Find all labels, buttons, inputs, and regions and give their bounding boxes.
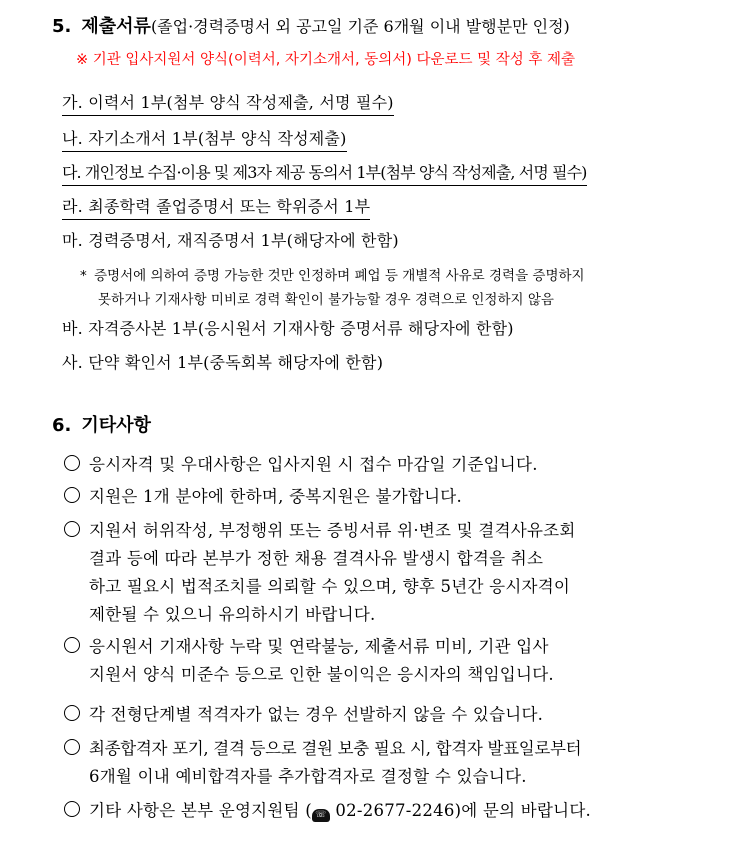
section6-heading [52,411,151,437]
telephone-icon: ☏ [312,809,330,822]
bullet-line: 6개월 이내 예비합격자를 추가합격자로 결정할 수 있습니다. [89,767,527,786]
bullet-line: 각 전형단계별 적격자가 없는 경우 선발하지 않을 수 있습니다. [89,705,544,724]
document-item [62,194,370,220]
career-footnote [80,264,585,284]
bullet-circle-icon [64,521,80,537]
footnote-mark: * [80,268,87,284]
contact-line [89,797,591,822]
bullet-circle-icon [64,801,80,817]
download-notice: ※ 기관 입사지원서 양식(이력서, 자기소개서, 동의서) 다운로드 및 작성 후 제출 [76,52,575,68]
contact-text: 기타 사항은 본부 운영지원팀 ( [89,801,312,820]
bullet-line: 결과 등에 따라 본부가 정한 채용 결격사유 발생시 합격을 취소 [89,549,544,568]
document-item [62,126,347,152]
bullet-circle-icon [64,705,80,721]
section5-note: (졸업·경력증명서 외 공고일 기준 6개월 이내 발행분만 인정) [150,17,570,36]
item-abstinence-confirmation: 사. 단약 확인서 1부(중독회복 해당자에 한함) [62,353,384,372]
document-item [62,90,394,116]
contact-phone-number: 02-2677-2246 [329,801,455,820]
section5-number: 5. [52,16,72,37]
bullet-line: 제한될 수 있으니 유의하시기 바랍니다. [89,605,376,624]
footnote-line: 못하거나 기재사항 미비로 경력 확인이 불가능할 경우 경력으로 인정하지 않음 [98,292,554,308]
bullet-circle-icon [64,637,80,653]
bullet-line: 지원은 1개 분야에 한하며, 중복지원은 불가합니다. [89,487,462,506]
contact-text: )에 문의 바랍니다. [454,801,592,820]
bullet-line: 응시원서 기재사항 누락 및 연락불능, 제출서류 미비, 기관 입사 [89,637,549,656]
section6-title: 기타사항 [81,415,151,436]
section5-title: 제출서류 [81,16,151,37]
bullet-circle-icon [64,487,80,503]
item-privacy-consent: 다. 개인정보 수집·이용 및 제3자 제공 동의서 1부(첨부 양식 작성제출, 서명 필수) [62,160,587,186]
bullet-circle-icon [64,455,80,471]
bullet-line: 응시자격 및 우대사항은 입사지원 시 접수 마감일 기준입니다. [89,455,538,474]
section6-number: 6. [52,415,72,436]
bullet-circle-icon [64,739,80,755]
bullet-line: 지원서 양식 미준수 등으로 인한 불이익은 응시자의 책임입니다. [89,665,554,684]
item-resume: 가. 이력서 1부(첨부 양식 작성제출, 서명 필수) [62,90,394,116]
item-career-certificate: 마. 경력증명서, 재직증명서 1부(해당자에 한함) [62,231,399,250]
section5-heading [52,12,570,38]
item-license-copy: 바. 자격증사본 1부(응시원서 기재사항 증명서류 해당자에 한함) [62,319,514,338]
footnote-line: 증명서에 의하여 증명 가능한 것만 인정하며 폐업 등 개별적 사유로 경력을 증명하지 [94,268,585,284]
bullet-line: 최종합격자 포기, 결격 등으로 결원 보충 필요 시, 합격자 발표일로부터 [89,739,582,758]
bullet-line: 지원서 허위작성, 부정행위 또는 증빙서류 위·변조 및 결격사유조회 [89,521,576,540]
bullet-line: 하고 필요시 법적조치를 의뢰할 수 있으며, 향후 5년간 응시자격이 [89,577,571,596]
item-diploma: 라. 최종학력 졸업증명서 또는 학위증서 1부 [62,194,370,220]
item-cover-letter: 나. 자기소개서 1부(첨부 양식 작성제출) [62,126,347,152]
document-item [62,160,587,186]
